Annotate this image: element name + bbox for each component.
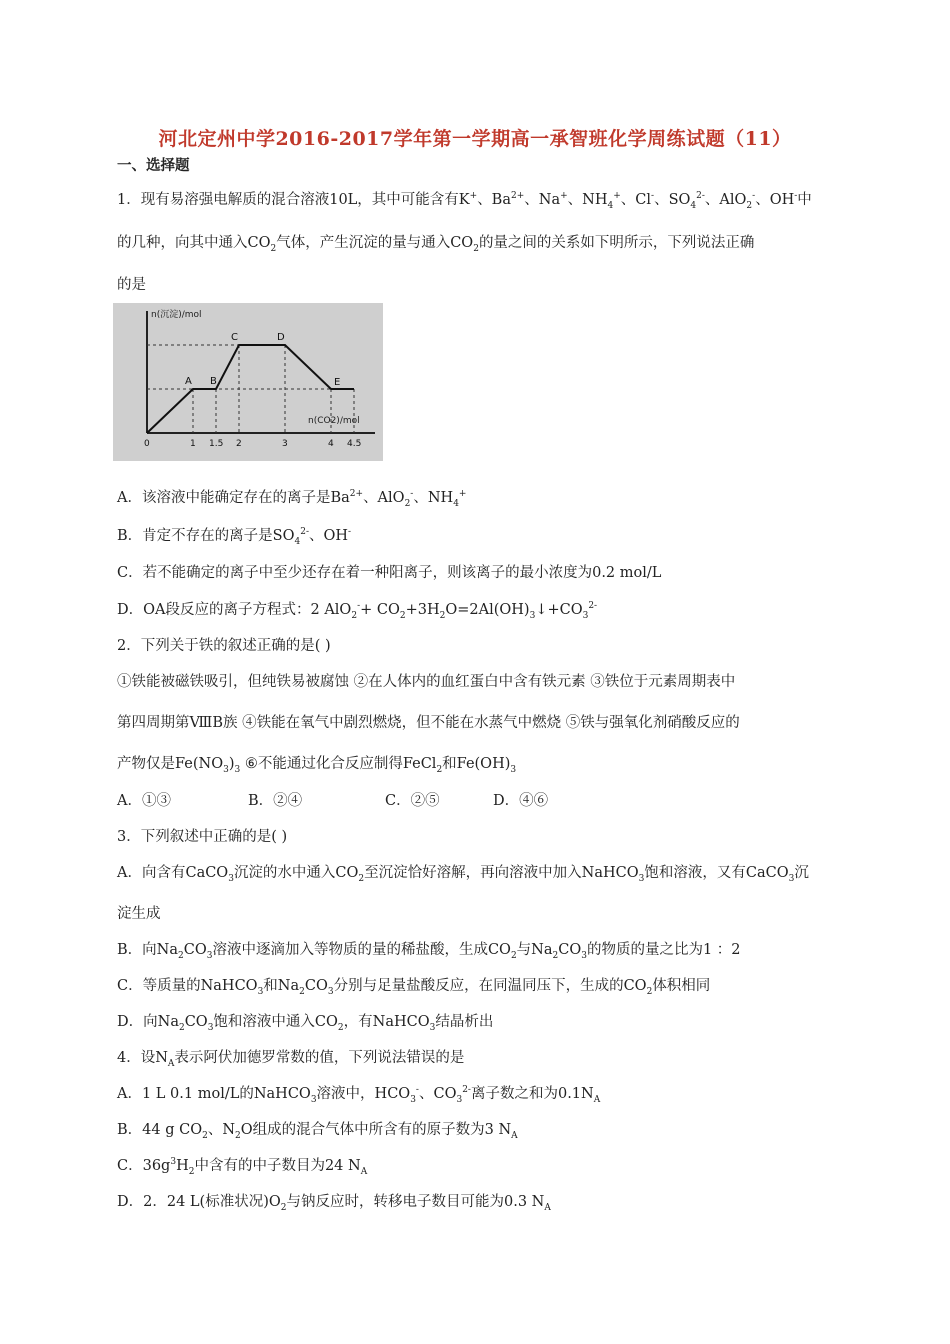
q2-line-1: ①铁能被磁铁吸引，但纯铁易被腐蚀 ②在人体内的血红蛋白中含有铁元素 ③铁位于元素周期表中 [117,674,736,690]
q3-stem: 3．下列叙述中正确的是( ) [117,829,288,845]
point-label-B: B [210,376,217,387]
q4-option-a: A．1 L 0.1 mol/L的NaHCO$_3$溶液中，$HCO_3^-$、$CO_3^{2-}$离子数之和为$0.1N_A$ [117,1085,601,1105]
q2-stem: 2．下列关于铁的叙述正确的是( ) [117,638,331,654]
section-heading: 一、选择题 [117,157,190,174]
point-label-D: D [277,332,285,343]
q4-option-c: C．$36g^3H_2$中含有的中子数目为24 $N_A$ [117,1157,368,1177]
x-tick-label: 4.5 [347,439,362,449]
x-tick-label: 1 [190,439,196,449]
point-label-E: E [334,377,341,388]
q2-line-3: 产物仅是$Fe(NO_3)_3$ ⑥不能通过化合反应制得FeCl$_2$和$Fe(OH)_3$ [117,756,517,775]
q3-option-b: B．向$Na_2CO_3$溶液中逐滴加入等物质的量的稀盐酸，生成$CO_2$与$Na_2CO_3$的物质的量之比为1 ：2 [117,942,741,961]
q1-option-a: A．该溶液中能确定存在的离子是$Ba^{2+}$、AlO$_2$-、$NH_4^+$ [117,489,467,509]
x-axis-label: n(CO2)/mol [308,416,360,426]
q1-option-b: B．肯定不存在的离子是$SO_4^{2-}$、OH- [117,527,352,547]
x-tick-label: 1.5 [209,439,224,449]
q2-line-2: 第四周期第ⅧB族 ④铁能在氧气中剧烈燃烧，但不能在水蒸气中燃烧 ⑤铁与强氧化剂硝酸反应的 [117,715,740,731]
q2-option-b: B．②④ [248,793,303,809]
y-axis-label: n(沉淀)/mol [151,310,202,320]
q2-option-d: D．④⑥ [493,793,549,809]
point-label-A: A [185,376,192,387]
q3-option-d: D．向$Na_2CO_3$饱和溶液中通入$CO_2$，有NaHCO$_3$结晶析出 [117,1014,494,1033]
q4-stem: 4．设$N_A$表示阿伏加德罗常数的值，下列说法错误的是 [117,1050,465,1069]
q3-option-a: A．向含有CaCO$_3$沉淀的水中通入$CO_2$至沉淀恰好溶解，再向溶液中加入NaHCO$_3$饱和溶液，又有CaCO$_3$沉 [117,865,809,884]
q3-option-c: C．等质量的NaHCO$_3$和$Na_2CO_3$分别与足量盐酸反应，在同温同压下，生成的$CO_2$体积相同 [117,978,711,997]
x-tick-label: 3 [282,439,288,449]
q4-option-d: D．2．24 L(标准状况)$O_2$与钠反应时，转移电子数目可能为0.3 $N_A$ [117,1194,551,1213]
q1-option-c: C．若不能确定的离子中至少还存在着一种阳离子，则该离子的最小浓度为0.2 mol/L [117,565,662,581]
precipitate-chart [113,303,383,461]
point-label-C: C [231,332,238,343]
q1-line-1: 1．现有易溶强电解质的混合溶液10L，其中可能含有K+、$Ba^{2+}$、Na+、$NH_4^+$、Cl-、$SO_4^{2-}$、AlO$_2$-、OH-中 [117,191,812,211]
q1-option-d: D．OA段反应的离子方程式：2 $AlO_2^-+ CO_2+3H_2O=2Al(OH)_3↓+CO_3^{2-}$ [117,601,598,621]
x-tick-label: 0 [144,439,150,449]
q1-line-2: 的几种，向其中通入$CO_2$气体，产生沉淀的量与通入$CO_2$的量之间的关系如下明所示，下列说法正确 [117,235,755,254]
q2-option-a: A．①③ [117,793,171,809]
q4-option-b: B．44 g $CO_2$、$N_2O$组成的混合气体中所含有的原子数为3 $N_A$ [117,1122,518,1141]
q3-option-a-cont: 淀生成 [117,906,161,922]
q2-option-c: C．②⑤ [385,793,440,809]
page-title: 河北定州中学2016-2017学年第一学期高一承智班化学周练试题（11） [158,128,792,150]
q1-line-3: 的是 [117,277,146,293]
x-tick-label: 4 [328,439,334,449]
x-tick-label: 2 [236,439,242,449]
